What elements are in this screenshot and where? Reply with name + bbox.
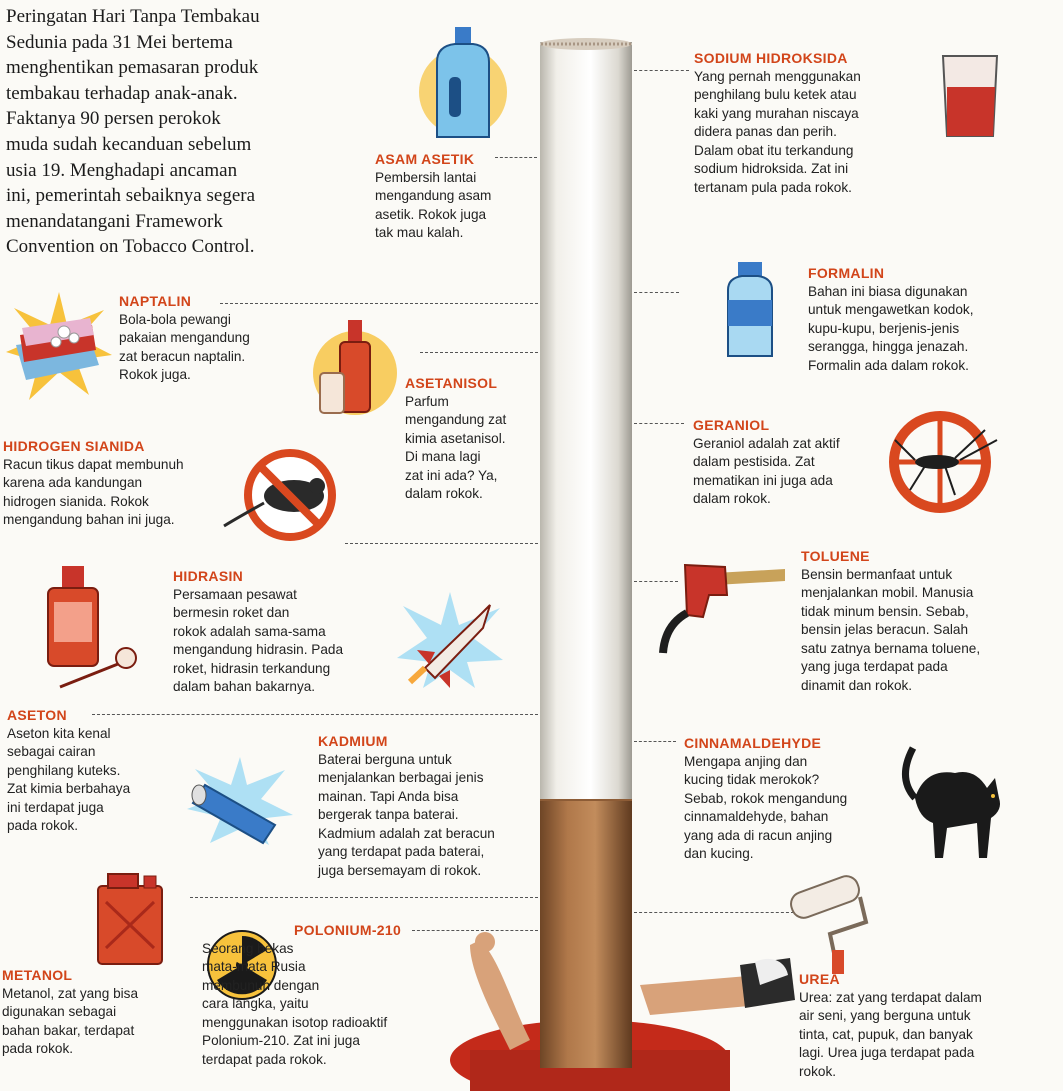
connector-line [92, 714, 538, 715]
item-sodium-hidroksida [694, 49, 861, 197]
connector-line [634, 423, 684, 424]
beaker-icon [935, 52, 1005, 142]
battery-icon [185, 755, 295, 845]
paint-roller-icon [780, 872, 875, 977]
item-title: METANOL [2, 967, 73, 983]
item-body: Yang pernah menggunakan penghilang bulu ketek atau kaki yang murahan niscaya didera panas dan perih. Dalam obat itu terkandung sodium hidroksida. Zat ini tertanam pula pada rokok. [694, 68, 861, 195]
item-title: POLONIUM-210 [294, 922, 402, 938]
item-aseton [7, 706, 130, 836]
item-geraniol [693, 416, 840, 509]
item-body: Bahan ini biasa digunakan untuk mengawetkan kodok, kupu-kupu, berjenis-jenis serangga, hingga jenazah. Formalin ada dalam rokok. [808, 283, 974, 373]
item-kadmium [318, 732, 495, 880]
item-title: NAPTALIN [119, 293, 192, 309]
item-title: ASETON [7, 707, 67, 723]
cleaner-bottle-icon [415, 22, 510, 147]
item-body: Persamaan pesawat bermesin roket dan rokok adalah sama-sama mengandung hidrasin. Pada roket, hidrasin terkandung dalam bahan bakarnya. [173, 586, 344, 694]
item-metanol [2, 966, 138, 1059]
item-body: Aseton kita kenal sebagai cairan penghilang kuteks. Zat kimia berbahaya ini terdapat juga pada rokok. [7, 725, 131, 833]
item-naptalin [119, 292, 250, 385]
item-body: Metanol, zat yang bisa digunakan sebagai bahan bakar, terdapat pada rokok. [2, 985, 139, 1056]
mothballs-icon [4, 290, 114, 410]
nail-polish-icon [40, 562, 140, 692]
connector-line [634, 912, 794, 913]
formalin-bottle-icon [718, 258, 783, 363]
item-body: Bensin bermanfaat untuk menjalankan mobil. Manusia tidak minum bensin. Sebab, bensin jelas beracun. Salah satu zatnya bernama toluene, yang juga terdapat pada dinamit dan rokok. [801, 566, 981, 693]
item-asetanisol [405, 374, 506, 504]
item-title: TOLUENE [801, 548, 870, 564]
item-title: CINNAMALDEHYDE [684, 735, 822, 751]
jerrycan-icon [88, 868, 173, 968]
connector-line [495, 157, 537, 158]
connector-line [345, 543, 538, 544]
item-title: KADMIUM [318, 733, 388, 749]
item-body: Bola-bola pewangi pakaian mengandung zat beracun naptalin. Rokok juga. [119, 311, 250, 382]
item-hidrasin [173, 567, 343, 697]
item-toluene [801, 547, 980, 695]
connector-line [634, 741, 676, 742]
connector-line [412, 930, 538, 931]
rocket-icon [395, 590, 505, 690]
item-formalin [808, 264, 974, 375]
connector-line [420, 352, 538, 353]
item-body: Parfum mengandung zat kimia asetanisol. Di mana lagi zat ini ada? Ya, dalam rokok. [405, 393, 507, 501]
item-body: Racun tikus dapat membunuh karena ada kandungan hidrogen sianida. Rokok mengandung bahan ini juga. [3, 456, 184, 527]
no-rat-icon [222, 448, 347, 543]
fuel-nozzle-icon [655, 555, 795, 655]
connector-line [634, 292, 679, 293]
connector-line [634, 70, 689, 71]
item-body: Mengapa anjing dan kucing tidak merokok? Sebab, rokok mengandung cinnamaldehyde, bahan yang ada di racun anjing dan kucing. [684, 753, 848, 861]
item-title: GERANIOL [693, 417, 770, 433]
item-asam-asetik [375, 150, 491, 243]
item-urea [799, 970, 982, 1081]
intro-text: Peringatan Hari Tanpa Tembakau Sedunia pada 31 Mei bertema menghentikan pemasaran produk tembakau terhadap anak-anak. Faktanya 90 persen perokok muda sudah kecanduan sebelum usia 19. Menghadapi ancaman ini, pemerintah sebaiknya segera menandatangani Framework Convention on Tobacco Control. [6, 6, 260, 258]
cat-icon [895, 738, 1010, 863]
connector-line [190, 897, 538, 898]
item-cinnamaldehyde [684, 734, 847, 864]
connector-line [220, 303, 538, 304]
item-title: SODIUM HIDROKSIDA [694, 50, 848, 66]
perfume-icon [300, 318, 400, 418]
item-body: Baterai berguna untuk menjalankan berbagai jenis mainan. Tapi Anda bisa bergerak tanpa baterai. Kadmium adalah zat beracun yang terdapat pada baterai, juga bersemayam di rokok. [318, 751, 495, 878]
item-polonium [202, 921, 401, 1069]
item-body: Urea: zat yang terdapat dalam air seni, yang berguna untuk tinta, cat, pupuk, dan banyak lagi. Urea juga terdapat pada rokok. [799, 989, 982, 1079]
item-title: HIDROGEN SIANIDA [3, 438, 145, 454]
item-body: Pembersih lantai mengandung asam asetik. Rokok juga tak mau kalah. [375, 169, 492, 240]
item-title: UREA [799, 971, 840, 987]
item-hidrogen-sianida [3, 437, 184, 530]
item-title: ASETANISOL [405, 375, 498, 391]
item-title: ASAM ASETIK [375, 151, 475, 167]
no-mosquito-icon [885, 410, 1000, 515]
item-body: Geraniol adalah zat aktif dalam pestisida. Zat mematikan ini juga ada dalam rokok. [693, 435, 840, 506]
item-title: HIDRASIN [173, 568, 244, 584]
item-body: Seorang bekas mata-mata Rusia membunuh dengan cara langka, yaitu menggunakan isotop radioaktif Polonium-210. Zat ini juga terdapat pada rokok. [202, 940, 388, 1067]
item-title: FORMALIN [808, 265, 885, 281]
